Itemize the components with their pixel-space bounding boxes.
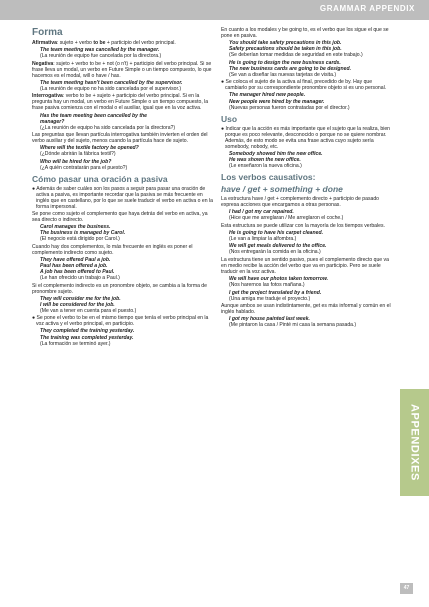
example-sentence: Who will be hired for the job? — [40, 158, 112, 165]
translation: (¿Dónde abrirán la fábrica textil?) — [40, 151, 116, 158]
bullet-text: Se pone el verbo to be en el mismo tiempo que tenía el verbo principal en la voz activa y el verbo principal, en participio. — [36, 315, 209, 328]
paragraph-negativa — [32, 61, 215, 79]
bullet-paragraph: ● Indicar que la acción es más importante que el sujeto que la realiza, bien porque es poco relevante, desconocido o porque no se quiere nombrar. Además, de esto modo se evita una frase activa cuyo sujeto sería somebody, nobody, etc. — [221, 125, 391, 150]
example-sentence: Where will the textile factory be opened? — [40, 145, 139, 152]
paragraph-cuando: Cuando hay dos complementos, lo más frecuente en inglés es poner el complemento indirecto como sujeto. — [32, 243, 193, 256]
example-sentence: He is going to design the new business cards. — [229, 59, 341, 66]
text-afirmativa-2: + participio del verbo principal. — [105, 40, 176, 46]
paragraph-si: Si el complemento indirecto es un pronombre objeto, se cambia a la forma de pronombre sujeto. — [32, 282, 207, 295]
bullet-text: Se coloca el sujeto de la activa al final, precedido de by. Hay que cambiarlo por su correspondiente pronombre objeto si es uno personal. — [225, 79, 387, 92]
translation: (La reunión de equipo no ha sido cancelada por el supervisor.) — [40, 85, 182, 92]
translation: (Le han ofrecido un trabajo a Paul.) — [40, 275, 120, 282]
right-column — [221, 27, 393, 330]
side-tab-label: APPENDIXES — [408, 404, 421, 481]
example-sentence: He was shown the new office. — [229, 156, 301, 163]
label-interrogativa: Interrogativa — [32, 93, 63, 100]
example-sentence: Paul has been offered a job. — [40, 263, 108, 269]
page-title: GRAMMAR APPENDIX — [319, 4, 415, 13]
bullet-text: Indicar que la acción es más importante que el sujeto que la realiza, bien porque es poco relevante, desconocido o porque no se quiere nombrar. Además, de esto modo se evita una frase activa cuyo sujeto sería somebody, nobody, etc. — [225, 125, 391, 150]
example-sentence: The business is managed by Carol. — [40, 230, 126, 237]
text-interrogativa: : verbo to be + sujeto + participio del verbo principal. Si en la pregunta hay un modal, un verbo en Future Simple o un tiempo compuesto, la frase pasiva comienza con el modal o el auxiliar, igual que en la voz activa. — [32, 93, 209, 112]
example-sentence: The team meeting was cancelled by the manager. — [40, 47, 160, 54]
example-sentence: We will get meals delivered to the office. — [229, 243, 327, 250]
translation: (La reunión de equipo fue cancelada por la directora.) — [40, 53, 162, 60]
translation: (Nos harernos las fotos mañana.) — [229, 282, 305, 289]
translation: (El negocio está dirigido por Carol.) — [40, 236, 120, 243]
example-sentence: The training was completed yesterday. — [40, 334, 134, 341]
example-sentence: They will consider me for the job. — [40, 295, 121, 302]
example-sentence: The team meeting hasn't been cancelled by the supervisor. — [40, 79, 183, 86]
translation: (Me pintaron la casa / Pinté mi casa la semana pasada.) — [229, 322, 357, 329]
translation: (Se deberían tomar medidas de seguridad en este trabajo.) — [229, 52, 363, 59]
example-sentence: I will be considered for the job. — [40, 301, 115, 308]
example-sentence: I got my house painted last week. — [229, 316, 310, 323]
left-column — [32, 27, 215, 348]
section-heading-causativos: Los verbos causativos: — [221, 171, 316, 182]
example-sentence: A job has been offered to Paul. — [40, 269, 115, 276]
example-sentence: We will have our photos taken tomorrow. — [229, 276, 329, 282]
translation: (Le van a limpiar la alfombra.) — [229, 235, 297, 242]
translation: (Nos entregarán la comida en la oficina.) — [229, 249, 321, 256]
paragraph-estructura-2: La estructura tiene un sentido pasivo, pues el complemento directo que va en medio recibe la acción del verbo que va en participio. Pero se suele traducir en la voz activa. — [221, 256, 389, 275]
section-heading-forma: Forma — [32, 27, 63, 38]
paragraph-esta: Esta estructura se puede utilizar con la mayoría de los tiempos verbales. — [221, 222, 385, 229]
translation: (¿La reunión de equipo ha sido cancelada por la directora?) — [40, 124, 176, 131]
example-sentence: The new business cards are going to be designed. — [229, 65, 351, 72]
translation: (Se van a diseñar las nuevas tarjetas de visita.) — [229, 71, 337, 78]
paragraph-afirmativa — [32, 40, 215, 46]
example-sentence: They completed the training yesterday. — [40, 328, 135, 335]
paragraph-estructura: La estructura have / get + complemento directo + participio de pasado expresa acciones que encargamos a otras personas. — [221, 195, 380, 208]
paragraph-cuanto: En cuanto a los modales y be going to, es el verbo que los sigue el que se pone en pasiva. — [221, 27, 389, 40]
translation: (Nuevas personas fueron contratadas por el director.) — [229, 104, 350, 111]
example-sentence: manager? — [40, 118, 65, 125]
paragraph-sujeto: Se pone como sujeto el complemento que haya detrás del verbo en activa, ya sea directo o indirecto. — [32, 211, 208, 224]
example-sentence: Has the team meeting been cancelled by the — [40, 112, 148, 119]
translation: (¿A quién contratarán para el puesto?) — [40, 164, 128, 171]
text-afirmativa-be: to be — [93, 40, 106, 46]
example-sentence: He is going to have his carpet cleaned. — [229, 229, 323, 236]
bullet-paragraph: ● Se coloca el sujeto de la activa al final, precedido de by. Hay que cambiarlo por su correspondiente pronombre objeto si es uno personal. — [221, 79, 387, 92]
translation: (Me van a tener en cuenta para el puesto.) — [40, 307, 137, 314]
translation: (Hice que me arreglaran / Me arreglaron el coche.) — [229, 215, 344, 222]
text-negativa: : sujeto + verbo to be + not (o n't) + participio del verbo principal. Si se frase lleva un modal, un verbo en Future Simple o un tiempo compuesto, lo que hacemos es el modal, will o have / has. — [32, 60, 212, 79]
example-sentence: Somebody showed him the new office. — [229, 150, 323, 157]
translation: (La formación se terminó ayer.) — [40, 340, 111, 347]
section-subheading-causativos: have / get + something + done — [221, 183, 343, 194]
text-afirmativa: : sujeto + verbo — [56, 40, 94, 46]
paragraph-preguntas: Las preguntas que llevan partícula interrogativa también invierten el orden del verbo auxiliar y del sujeto, menos cuando la partícula hace de sujeto. — [32, 132, 208, 145]
page-number: 47 — [400, 583, 413, 594]
paragraph-interrogativa — [32, 93, 215, 111]
example-sentence: The manager hired new people. — [229, 92, 306, 99]
example-sentence: I had / got my car repaired. — [229, 209, 294, 216]
label-afirmativa: Afirmativa — [32, 40, 57, 46]
example-sentence: You should take safety precautions in this job. — [229, 40, 342, 47]
section-heading-uso: Uso — [221, 113, 238, 124]
example-sentence: Carol manages the business. — [40, 224, 111, 231]
bullet-paragraph: ● Además de saber cuáles son los pasos a seguir para pasar una oración de activa a pasiva, es importante recordar que la pasiva se más frecuente en inglés que en castellano, por lo que se suele traducir el verbo en activa o en la forma impersonal. — [32, 185, 213, 211]
example-sentence: I get the project translated by a friend. — [229, 289, 322, 296]
example-sentence: New people were hired by the manager. — [229, 98, 325, 105]
section-heading-como: Cómo pasar una oración a pasiva — [32, 173, 168, 184]
bullet-paragraph: ● Se pone el verbo to be en el mismo tiempo que tenía el verbo principal en la voz activa y el verbo principal, en participio. — [32, 315, 209, 328]
bullet-text: Además de saber cuáles son los pasos a seguir para pasar una oración de activa a pasiva, es importante recordar que la pasiva se más frecuente en inglés que en castellano, por lo que se suele traducir el verbo en activa o en la forma impersonal. — [36, 185, 213, 211]
example-sentence: They have offered Paul a job. — [40, 256, 111, 263]
example-sentence: Safety precautions should be taken in this job. — [229, 46, 342, 53]
label-negativa: Negativa — [32, 60, 54, 67]
paragraph-aunque: Aunque ambos se usan indistintamente, get es más informal y común en el inglés hablado. — [221, 303, 391, 316]
translation: (Una amiga me traduje el proyecto.) — [229, 295, 311, 302]
translation: (Le enseñaron la nueva oficina.) — [229, 162, 302, 169]
